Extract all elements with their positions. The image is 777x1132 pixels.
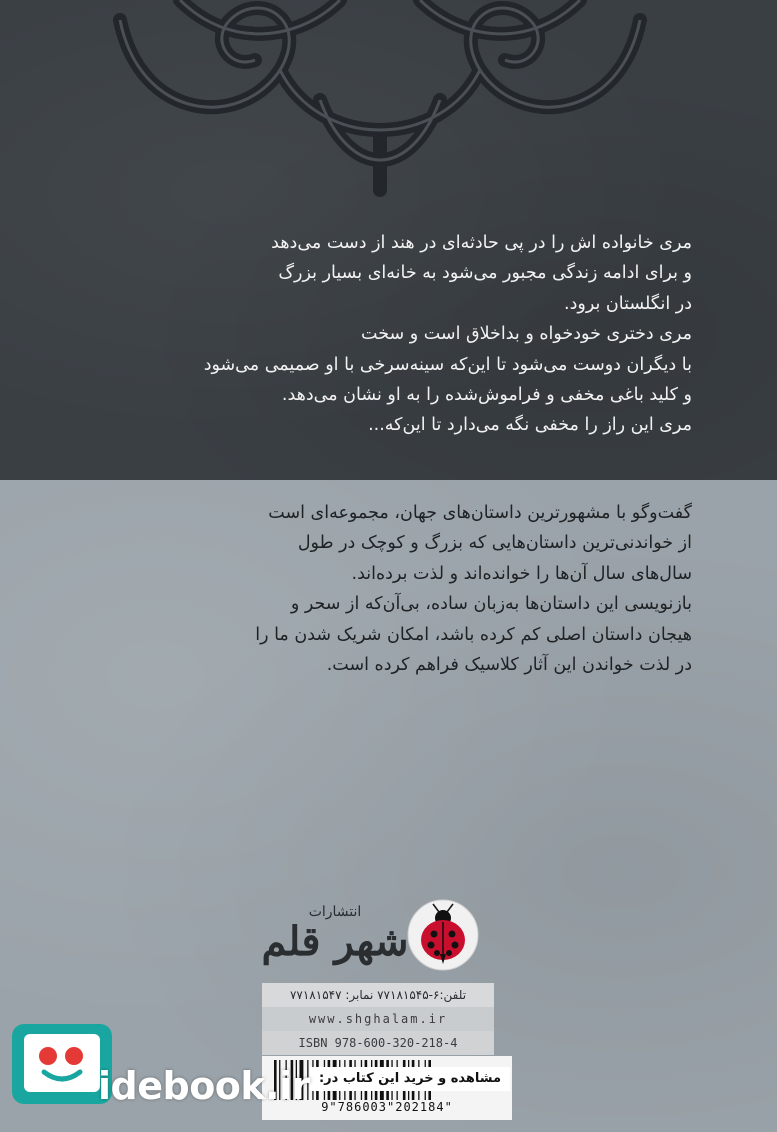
description-line: در لذت خواندن این آثار کلاسیک فراهم کرده است. (326, 655, 692, 676)
synopsis-line: مری این راز را مخفی نگه می‌دارد تا این‌که... (368, 415, 692, 436)
barcode-digits: 9"786003"202184" (321, 1100, 453, 1114)
synopsis-line: مری دختری خودخواه و بداخلاق است و سخت (361, 324, 692, 345)
synopsis-line: و کلید باغی مخفی و فراموش‌شده را به او نشان می‌دهد. (281, 385, 692, 406)
publisher-website[interactable]: www.shghalam.ir (262, 1007, 494, 1031)
brand-name: idebook.ir (98, 1064, 310, 1108)
watermark-cta: مشاهده و خرید این کتاب در: (310, 1067, 510, 1091)
description-line: گفت‌وگو با مشهورترین داستان‌های جهان، مجموعه‌ای است (268, 503, 692, 523)
publisher-title: شهر قلم (261, 918, 409, 965)
synopsis-line: در انگلستان برود. (564, 293, 692, 314)
publisher-name (260, 904, 410, 974)
description-line: سال‌های سال آن‌ها را خوانده‌اند و لذت برده‌اند. (351, 563, 692, 584)
synopsis-line: و برای ادامه زندگی مجبور می‌شود به خانه‌ای بسیار بزرگ (278, 263, 692, 284)
top-panel (0, 0, 777, 480)
ladybug-icon (406, 898, 480, 972)
ornament-icon (80, 0, 680, 200)
watermark-brand[interactable] (10, 1022, 310, 1122)
publisher-logo (260, 898, 490, 978)
synopsis-text (72, 228, 692, 441)
publisher-phone: تلفن:۶-۷۷۱۸۱۵۴۵ نمابر: ۷۷۱۸۱۵۴۷ (262, 983, 494, 1007)
synopsis-line: مری خانواده اش را در پی حادثه‌ای در هند از دست می‌دهد (271, 233, 692, 253)
description-line: بازنویسی این داستان‌ها به‌زبان ساده، بی‌آن‌که از سحر و (290, 594, 692, 615)
synopsis-line: با دیگران دوست می‌شود تا این‌که سینه‌سرخی با او صمیمی می‌شود (203, 354, 692, 375)
description-line: هیجان داستان اصلی کم کرده باشد، امکان شریک شدن ما را (255, 624, 692, 645)
series-description (52, 498, 692, 680)
description-line: از خواندنی‌ترین داستان‌هایی که بزرگ و کوچک در طول (297, 533, 692, 554)
isbn-label: ISBN 978-600-320-218-4 (262, 1031, 494, 1055)
publisher-label: انتشارات (308, 904, 362, 920)
